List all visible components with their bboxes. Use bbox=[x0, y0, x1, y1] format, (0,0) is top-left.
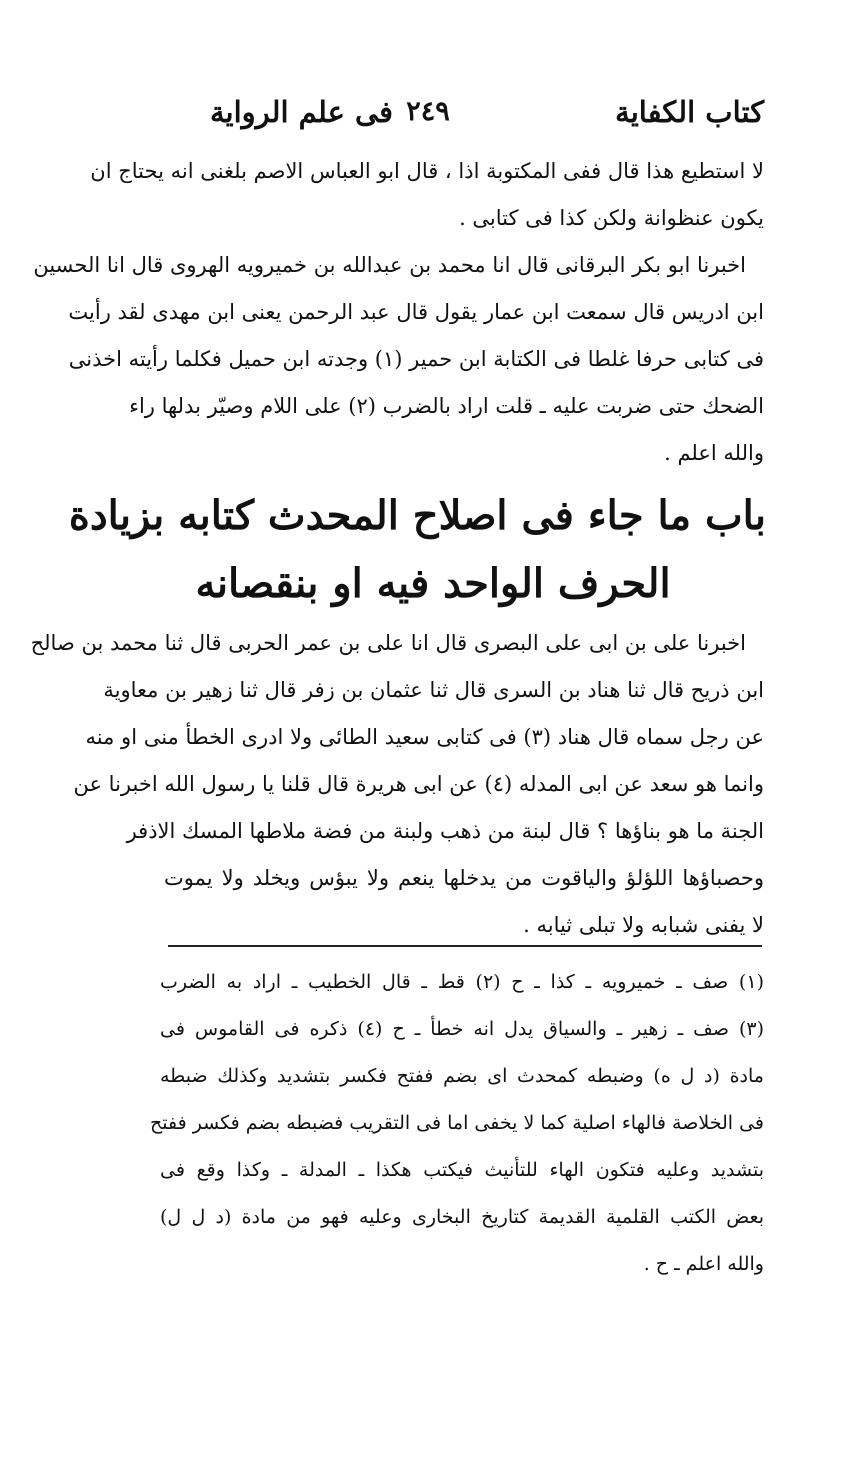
footnote-line: فى الخلاصة فالهاء اصلية كما لا يخفى اما فى التقريب فضبطه بضم فكسر ففتح bbox=[149, 1112, 764, 1134]
text-line: عن رجل سماه قال هناد (٣) فى كتابى سعيد الطائى ولا ادرى الخطأ منى او منه bbox=[85, 725, 764, 749]
footnote-line: (١) صف ـ خميرويه ـ كذا ـ ح (٢) قط ـ قال الخطيب ـ اراد به الضرب bbox=[160, 971, 764, 993]
running-header-subject: فى علم الرواية bbox=[210, 95, 394, 129]
footnote-line: والله اعلم ـ ح . bbox=[643, 1253, 764, 1275]
text-line: لا يفنى شبابه ولا تبلى ثيابه . bbox=[523, 913, 764, 937]
text-line: وحصباؤها اللؤلؤ والياقوت من يدخلها ينعم ولا يبؤس ويخلد ولا يموت bbox=[164, 866, 764, 890]
footnote-line: بتشديد وعليه فتكون الهاء للتأنيث فيكتب هكذا ـ المدلة ـ وكذا وقع فى bbox=[160, 1159, 764, 1181]
text-line: الضحك حتى ضربت عليه ـ قلت اراد بالضرب (٢) على اللام وصيّر بدلها راء bbox=[129, 394, 764, 418]
footnote-line: (٣) صف ـ زهير ـ والسياق يدل انه خطأ ـ ح (٤) ذكره فى القاموس فى bbox=[160, 1018, 764, 1040]
text-line: والله اعلم . bbox=[664, 441, 764, 465]
chapter-title-line: الحرف الواحد فيه او بنقصانه bbox=[195, 560, 671, 607]
page-number: ٢٤٩ bbox=[406, 96, 450, 127]
text-line: اخبرنا ابو بكر البرقانى قال انا محمد بن عبدالله بن خميرويه الهروى قال انا الحسين bbox=[33, 253, 746, 277]
footnote-divider bbox=[168, 945, 762, 947]
text-line: لا استطيع هذا قال ففى المكتوبة اذا ، قال ابو العباس الاصم بلغنى انه يحتاج ان bbox=[90, 159, 764, 183]
chapter-title-line: باب ما جاء فى اصلاح المحدث كتابه بزيادة bbox=[68, 492, 766, 539]
footnote-line: مادة (د ل ه) وضبطه كمحدث اى بضم ففتح فكسر بتشديد وكذلك ضبطه bbox=[160, 1065, 764, 1087]
text-line: وانما هو سعد عن ابى المدله (٤) عن ابى هريرة قال قلنا يا رسول الله اخبرنا عن bbox=[73, 772, 764, 796]
text-line: الجنة ما هو بناؤها ؟ قال لبنة من ذهب ولبنة من فضة ملاطها المسك الاذفر bbox=[126, 819, 764, 843]
footnote-line: بعض الكتب القلمية القديمة كتاريخ البخارى وعليه فهو من مادة (د ل ل) bbox=[160, 1206, 764, 1228]
text-line: فى كتابى حرفا غلطا فى الكتابة ابن حمير (١) وجدته ابن حميل فكلما رأيته اخذنى bbox=[68, 347, 764, 371]
text-line: ابن ادريس قال سمعت ابن عمار يقول قال عبد الرحمن يعنى ابن مهدى لقد رأيت bbox=[68, 300, 764, 324]
text-line: ابن ذريح قال ثنا هناد بن السرى قال ثنا عثمان بن زفر قال ثنا زهير بن معاوية bbox=[103, 678, 764, 702]
running-header-book-title: كتاب الكفاية bbox=[615, 95, 764, 129]
text-line: اخبرنا على بن ابى على البصرى قال انا على بن عمر الحربى قال ثنا محمد بن صالح bbox=[30, 631, 746, 655]
text-line: يكون عنظوانة ولكن كذا فى كتابى . bbox=[459, 206, 764, 230]
